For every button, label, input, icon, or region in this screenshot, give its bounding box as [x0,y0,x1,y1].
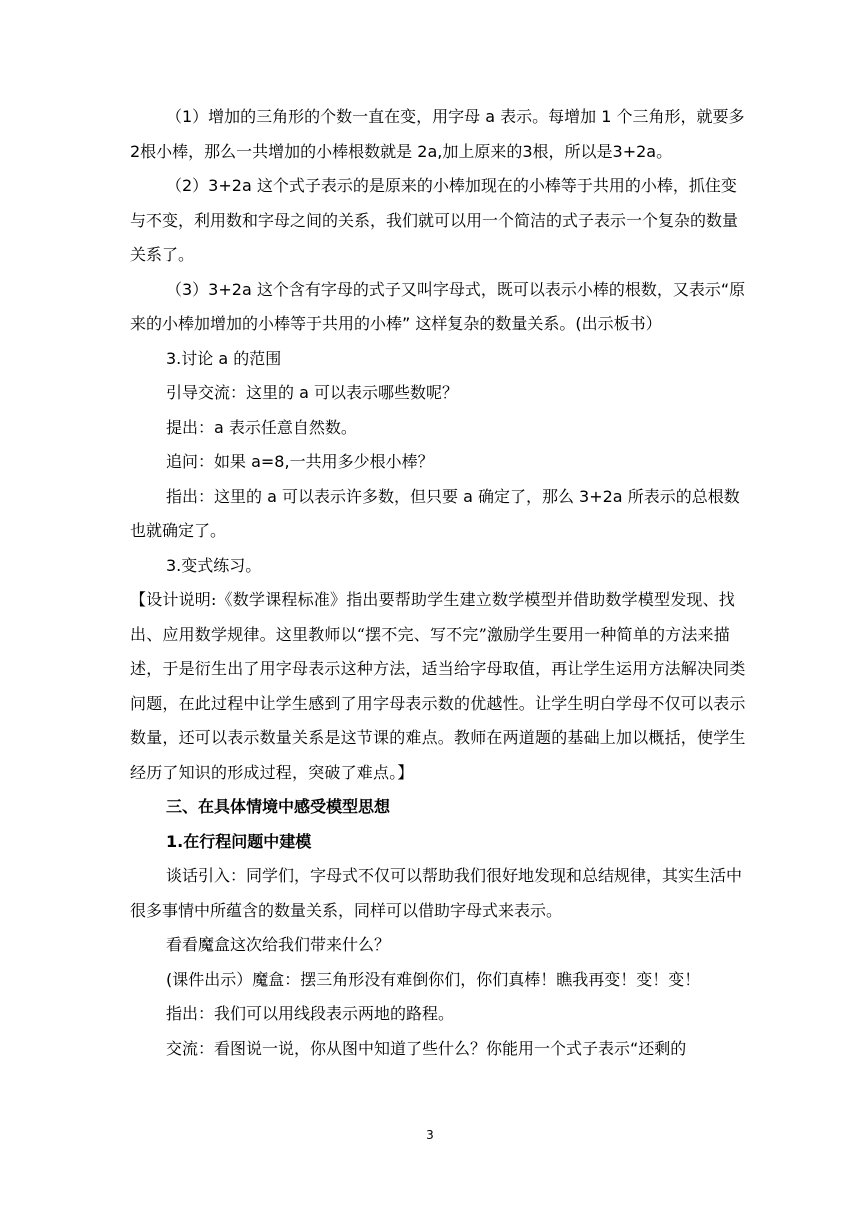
paragraph-line-segment: 指出：我们可以用线段表示两地的路程。 [166,1004,455,1023]
paragraph-magic-box: 看看魔盒这次给我们带来什么？ [166,935,391,954]
paragraph-followup: 追问：如果 a=8,一共用多少根小棒？ [166,452,434,471]
paragraph-point-out: 指出：这里的 a 可以表示许多数，但只要 a 确定了，那么 3+2a 所表示的总根数也就确定了。 [130,486,740,540]
paragraph-2: （2）3+2a 这个式子表示的是原来的小棒加现在的小棒等于共用的小棒，抓住变与不变，利用数和字母之间的关系，我们就可以用一个简洁的式子表示一个复杂的数量关系了。 [130,176,739,264]
paragraph-exchange: 交流：看图说一说，你从图中知道了些什么？你能用一个式子表示“还剩的 [166,1038,687,1058]
paragraph-intro: 谈话引入：同学们，字母式不仅可以帮助我们很好地发现和总结规律，其实生活中很多事情中所蕴含的数量关系，同样可以借助字母式来表示。 [130,866,743,920]
section-variant-practice: 3.变式练习。 [166,555,262,575]
paragraph-courseware: (课件出示）魔盒：摆三角形没有难倒你们，你们真棒！瞧我再变！变！变！ [166,969,701,989]
subsection-heading-1: 1.在行程问题中建模 [166,831,312,851]
body-text [130,100,750,1066]
paragraph-propose: 提出：a 表示任意自然数。 [166,417,357,437]
page-number: 3 [426,1128,434,1142]
section-discuss-range: 3.讨论 a 的范围 [166,348,282,368]
paragraph-1: （1）增加的三角形的个数一直在变，用字母 a 表示。每增加 1 个三角形，就要多2根小棒，那么一共增加的小棒根数就是 2a,加上原来的3根，所以是3+2a。 [130,107,745,161]
design-note: 【设计说明:《数学课程标准》指出要帮助学生建立数学模型并借助数学模型发现、找出、应用数学规律。这里教师以“摆不完、写不完”激励学生要用一种简单的方法来描述，于是衍生出了用字母表示这种方法，适当给字母取值，再让学生运用方法解决同类问题，在此过程中让学生感到了用字母表示数的优越性。让学生明白学母不仅可以表示数量，还可以表示数量关系是这节课的难点。教师在两道题的基础上加以概括，使学生经历了知识的形成过程，突破了难点。】 [130,590,746,782]
paragraph-3: （3）3+2a 这个含有字母的式子又叫字母式，既可以表示小棒的根数，又表示“原来的小棒加增加的小棒等于共用的小棒” 这样复杂的数量关系。(出示板书） [130,279,746,333]
section-heading-3: 三、在具体情境中感受模型思想 [166,797,391,816]
paragraph-guide: 引导交流：这里的 a 可以表示哪些数呢？ [166,383,458,402]
